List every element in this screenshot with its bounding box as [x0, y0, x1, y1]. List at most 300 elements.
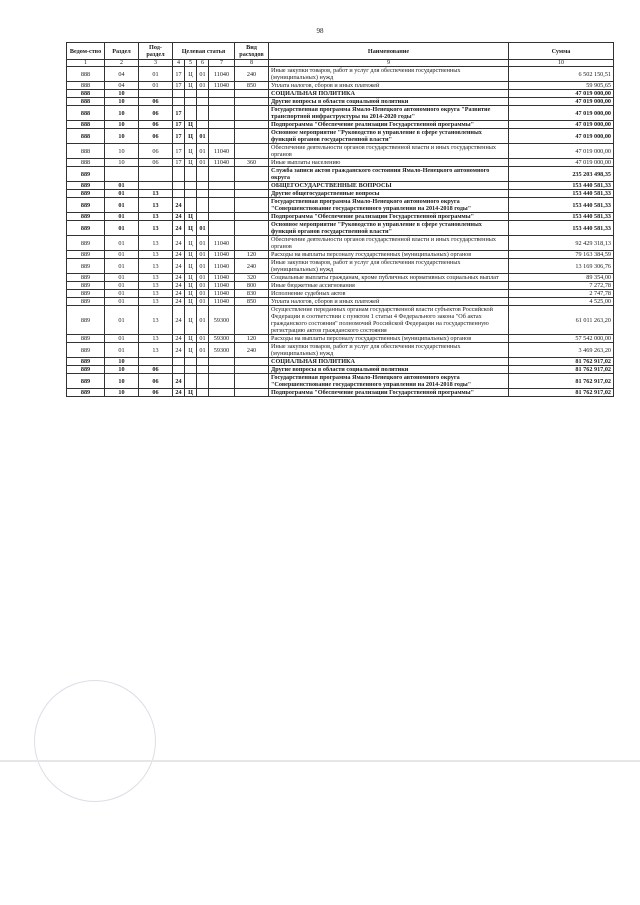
row-code	[235, 90, 269, 98]
row-code: 889	[67, 182, 105, 190]
row-name: Расходы на выплаты персоналу государственных (муниципальных) органов	[269, 251, 509, 259]
row-code: Ц	[185, 282, 197, 290]
table-row	[67, 298, 614, 306]
row-code: 01	[197, 236, 209, 251]
row-code: 889	[67, 290, 105, 298]
row-code: 889	[67, 213, 105, 221]
row-code: 11040	[209, 259, 235, 274]
row-code: 01	[197, 129, 209, 144]
row-code	[235, 374, 269, 389]
row-code: 06	[139, 366, 173, 374]
row-code: 01	[197, 290, 209, 298]
row-amount: 47 019 000,00	[509, 129, 614, 144]
row-code	[209, 366, 235, 374]
row-code	[173, 98, 185, 106]
row-code: 11040	[209, 290, 235, 298]
row-code: 13	[139, 290, 173, 298]
row-code: 11040	[209, 282, 235, 290]
row-amount: 92 429 318,13	[509, 236, 614, 251]
table-row	[67, 121, 614, 129]
row-code: 01	[197, 259, 209, 274]
row-code: 24	[173, 343, 185, 358]
page-number: 98	[316, 27, 324, 35]
row-code: 13	[139, 236, 173, 251]
row-code: 01	[105, 343, 139, 358]
row-name: Основное мероприятие "Руководство и управление в сфере установленных функций органов государственной власти"	[269, 129, 509, 144]
row-code: 13	[139, 221, 173, 236]
row-code: 24	[173, 298, 185, 306]
row-code	[185, 182, 197, 190]
col-num: 4	[173, 60, 185, 67]
page-edge	[0, 760, 640, 762]
row-code: 11040	[209, 236, 235, 251]
row-code: 120	[235, 251, 269, 259]
row-code: 889	[67, 389, 105, 397]
row-code: 06	[139, 389, 173, 397]
col-num: 6	[197, 60, 209, 67]
row-name: Подпрограмма "Обеспечение реализации Государственной программы"	[269, 389, 509, 397]
row-code: 10	[105, 144, 139, 159]
row-name: Иные выплаты населению	[269, 159, 509, 167]
row-code	[139, 90, 173, 98]
row-code	[235, 236, 269, 251]
table-row	[67, 236, 614, 251]
row-code: 11040	[209, 159, 235, 167]
row-code: 13	[139, 282, 173, 290]
row-name: Иные закупки товаров, работ и услуг для обеспечения государственных (муниципальных) нужд	[269, 343, 509, 358]
row-code: 01	[105, 213, 139, 221]
row-code	[173, 90, 185, 98]
row-code	[173, 366, 185, 374]
row-code: 59300	[209, 335, 235, 343]
row-amount: 13 169 306,76	[509, 259, 614, 274]
row-amount: 81 762 917,02	[509, 374, 614, 389]
row-amount: 153 440 581,33	[509, 182, 614, 190]
row-code: 01	[197, 274, 209, 282]
row-code: 24	[173, 213, 185, 221]
row-name: Иные бюджетные ассигнования	[269, 282, 509, 290]
row-code: 240	[235, 259, 269, 274]
row-name: Подпрограмма "Обеспечение реализации Государственной программы"	[269, 121, 509, 129]
seal-stamp	[34, 680, 156, 802]
table-row	[67, 306, 614, 335]
table-row	[67, 190, 614, 198]
row-code: 01	[197, 306, 209, 335]
row-code	[235, 121, 269, 129]
table-row	[67, 274, 614, 282]
row-code: 889	[67, 335, 105, 343]
row-amount: 235 203 498,35	[509, 167, 614, 182]
row-code	[209, 106, 235, 121]
col-num: 10	[509, 60, 614, 67]
col-num: 1	[67, 60, 105, 67]
row-code	[197, 167, 209, 182]
table-row	[67, 144, 614, 159]
row-code	[173, 358, 185, 366]
row-amount: 4 525,00	[509, 298, 614, 306]
row-amount: 81 762 917,02	[509, 366, 614, 374]
row-code: 01	[197, 221, 209, 236]
table-row	[67, 374, 614, 389]
row-code: Ц	[185, 259, 197, 274]
row-name: СОЦИАЛЬНАЯ ПОЛИТИКА	[269, 358, 509, 366]
row-code: 11040	[209, 144, 235, 159]
row-amount: 61 011 263,20	[509, 306, 614, 335]
row-code	[209, 129, 235, 144]
row-code: 06	[139, 106, 173, 121]
row-amount: 3 469 263,20	[509, 343, 614, 358]
row-code: 06	[139, 121, 173, 129]
row-code	[209, 90, 235, 98]
row-code: 888	[67, 106, 105, 121]
row-code	[235, 213, 269, 221]
table-row	[67, 182, 614, 190]
column-number-row	[67, 60, 614, 67]
row-code: Ц	[185, 298, 197, 306]
row-code: Ц	[185, 82, 197, 90]
header-name: Наименование	[269, 43, 509, 60]
row-code: Ц	[185, 389, 197, 397]
row-code: 24	[173, 389, 185, 397]
table-row	[67, 259, 614, 274]
row-name: Другие вопросы в области социальной политики	[269, 366, 509, 374]
row-code: 01	[197, 282, 209, 290]
row-code: 17	[173, 144, 185, 159]
row-code: Ц	[185, 343, 197, 358]
row-code: 888	[67, 121, 105, 129]
row-code: 01	[105, 198, 139, 213]
col-num: 7	[209, 60, 235, 67]
row-code	[185, 98, 197, 106]
table-row	[67, 358, 614, 366]
row-code: Ц	[185, 67, 197, 82]
header-expense-type: Вид расходов	[235, 43, 269, 60]
table-row	[67, 159, 614, 167]
row-name: Иные закупки товаров, работ и услуг для обеспечения государственных (муниципальных) нужд	[269, 67, 509, 82]
row-code: 13	[139, 335, 173, 343]
table-row	[67, 90, 614, 98]
row-code: 01	[197, 159, 209, 167]
row-code	[197, 374, 209, 389]
row-code: 11040	[209, 82, 235, 90]
row-amount: 79 163 384,59	[509, 251, 614, 259]
row-code	[209, 221, 235, 236]
row-code: 01	[105, 282, 139, 290]
row-code	[197, 389, 209, 397]
row-code	[235, 366, 269, 374]
row-code	[209, 358, 235, 366]
row-amount: 47 019 000,00	[509, 106, 614, 121]
row-code: 13	[139, 213, 173, 221]
row-name: ОБЩЕГОСУДАРСТВЕННЫЕ ВОПРОСЫ	[269, 182, 509, 190]
row-code: 889	[67, 306, 105, 335]
row-code: 10	[105, 121, 139, 129]
row-code: 24	[173, 306, 185, 335]
row-amount: 89 354,00	[509, 274, 614, 282]
row-code: 17	[173, 106, 185, 121]
row-code: 01	[139, 67, 173, 82]
row-amount: 47 019 000,00	[509, 90, 614, 98]
budget-rows	[67, 67, 614, 397]
row-code	[235, 144, 269, 159]
row-code	[105, 167, 139, 182]
row-code	[139, 358, 173, 366]
row-code: 04	[105, 82, 139, 90]
table-row	[67, 198, 614, 213]
row-code: 17	[173, 129, 185, 144]
row-code: 17	[173, 67, 185, 82]
row-code: 01	[197, 82, 209, 90]
row-code: Ц	[185, 274, 197, 282]
row-code: 360	[235, 159, 269, 167]
row-code	[209, 213, 235, 221]
row-code: 01	[197, 343, 209, 358]
row-code	[209, 182, 235, 190]
row-code: 17	[173, 82, 185, 90]
row-code: 889	[67, 366, 105, 374]
row-code: 01	[139, 82, 173, 90]
row-amount: 47 019 000,00	[509, 144, 614, 159]
row-code: 10	[105, 358, 139, 366]
row-code	[209, 389, 235, 397]
row-code	[209, 198, 235, 213]
row-code: 240	[235, 343, 269, 358]
row-name: Обеспечение деятельности органов государственной власти и иных государственных органов	[269, 236, 509, 251]
row-code: 240	[235, 67, 269, 82]
budget-table	[66, 42, 614, 397]
row-code: 889	[67, 274, 105, 282]
header-target: Целевая статья	[173, 43, 235, 60]
row-code: 13	[139, 343, 173, 358]
row-code	[185, 198, 197, 213]
row-code: 13	[139, 259, 173, 274]
row-code: Ц	[185, 213, 197, 221]
row-code: 01	[105, 251, 139, 259]
header-dept: Ведом-ство	[67, 43, 105, 60]
row-code: 10	[105, 98, 139, 106]
row-code: 01	[105, 190, 139, 198]
row-code	[197, 90, 209, 98]
row-code: 06	[139, 374, 173, 389]
table-row	[67, 290, 614, 298]
row-amount: 57 542 000,00	[509, 335, 614, 343]
row-code: 01	[197, 298, 209, 306]
row-code: 13	[139, 190, 173, 198]
row-code: 320	[235, 274, 269, 282]
row-code: 06	[139, 144, 173, 159]
row-code	[209, 121, 235, 129]
row-code: Ц	[185, 290, 197, 298]
row-name: Государственная программа Ямало-Ненецкого автономного округа "Развитие транспортной инфраструктуры на 2014-2020 годы"	[269, 106, 509, 121]
header-amount: Сумма	[509, 43, 614, 60]
row-name: Государственная программа Ямало-Ненецкого автономного округа "Совершенствование государственного управления на 2014-2018 годы"	[269, 198, 509, 213]
row-code: 11040	[209, 67, 235, 82]
row-amount: 47 019 000,00	[509, 159, 614, 167]
row-name: Другие общегосударственные вопросы	[269, 190, 509, 198]
row-code	[197, 358, 209, 366]
row-amount: 6 502 150,51	[509, 67, 614, 82]
row-code: 10	[105, 106, 139, 121]
row-code: 889	[67, 374, 105, 389]
col-num: 5	[185, 60, 197, 67]
row-code	[235, 167, 269, 182]
row-code: 888	[67, 90, 105, 98]
table-row	[67, 98, 614, 106]
header-subsection: Под-раздел	[139, 43, 173, 60]
row-code: 24	[173, 221, 185, 236]
col-num: 3	[139, 60, 173, 67]
row-code: 13	[139, 306, 173, 335]
row-name: Уплата налогов, сборов и иных платежей	[269, 82, 509, 90]
row-code: 17	[173, 121, 185, 129]
row-code	[197, 106, 209, 121]
row-amount: 81 762 917,02	[509, 389, 614, 397]
row-code: 800	[235, 282, 269, 290]
row-code: 889	[67, 236, 105, 251]
row-code: 850	[235, 298, 269, 306]
table-row	[67, 82, 614, 90]
row-amount: 47 019 000,00	[509, 98, 614, 106]
row-code	[235, 190, 269, 198]
row-name: Подпрограмма "Обеспечение реализации Государственной программы"	[269, 213, 509, 221]
row-code: 10	[105, 366, 139, 374]
row-code	[173, 182, 185, 190]
row-code	[173, 190, 185, 198]
row-code: 889	[67, 221, 105, 236]
row-code	[235, 129, 269, 144]
row-code	[185, 90, 197, 98]
row-code: 11040	[209, 274, 235, 282]
row-code: 888	[67, 144, 105, 159]
row-code: 59300	[209, 306, 235, 335]
row-code	[197, 190, 209, 198]
row-code: 06	[139, 159, 173, 167]
table-row	[67, 129, 614, 144]
row-code: Ц	[185, 121, 197, 129]
row-name: Другие вопросы в области социальной политики	[269, 98, 509, 106]
row-amount: 59 905,65	[509, 82, 614, 90]
table-row	[67, 343, 614, 358]
row-code: 10	[105, 159, 139, 167]
row-code: 01	[197, 335, 209, 343]
row-code: 01	[105, 290, 139, 298]
row-amount: 153 440 581,33	[509, 198, 614, 213]
row-code: 01	[105, 221, 139, 236]
table-row	[67, 67, 614, 82]
row-code: 889	[67, 198, 105, 213]
row-code: 24	[173, 335, 185, 343]
row-code: 01	[105, 182, 139, 190]
row-code	[209, 167, 235, 182]
row-name: СОЦИАЛЬНАЯ ПОЛИТИКА	[269, 90, 509, 98]
row-amount: 47 019 000,00	[509, 121, 614, 129]
row-code: 01	[105, 274, 139, 282]
row-amount: 153 440 581,33	[509, 190, 614, 198]
row-code	[185, 167, 197, 182]
row-code: 24	[173, 282, 185, 290]
row-code	[139, 167, 173, 182]
table-row	[67, 106, 614, 121]
row-code: 24	[173, 274, 185, 282]
row-code	[197, 98, 209, 106]
row-amount: 153 440 581,33	[509, 221, 614, 236]
row-code: Ц	[185, 236, 197, 251]
row-code	[197, 182, 209, 190]
row-code	[235, 198, 269, 213]
table-row	[67, 366, 614, 374]
table-row	[67, 221, 614, 236]
row-code: 13	[139, 251, 173, 259]
row-code: 11040	[209, 251, 235, 259]
row-code: 01	[105, 306, 139, 335]
row-name: Основное мероприятие "Руководство и управление в сфере установленных функций органов государственной власти"	[269, 221, 509, 236]
row-code: 888	[67, 98, 105, 106]
header-row	[67, 43, 614, 60]
col-num: 8	[235, 60, 269, 67]
budget-sheet	[66, 42, 613, 397]
row-code: 01	[105, 259, 139, 274]
row-code: 24	[173, 259, 185, 274]
row-code: 850	[235, 82, 269, 90]
row-code: 13	[139, 198, 173, 213]
row-code: 889	[67, 259, 105, 274]
row-name: Социальные выплаты гражданам, кроме публичных нормативных социальных выплат	[269, 274, 509, 282]
row-amount: 7 272,78	[509, 282, 614, 290]
table-row	[67, 213, 614, 221]
row-amount: 153 440 581,33	[509, 213, 614, 221]
row-code	[185, 366, 197, 374]
row-code: 889	[67, 298, 105, 306]
row-amount: 2 747,78	[509, 290, 614, 298]
row-code: 24	[173, 290, 185, 298]
row-code: 06	[139, 129, 173, 144]
row-code	[209, 374, 235, 389]
table-row	[67, 167, 614, 182]
row-code: 24	[173, 374, 185, 389]
row-code	[235, 106, 269, 121]
row-code	[197, 121, 209, 129]
row-code: 01	[197, 251, 209, 259]
row-code: 24	[173, 198, 185, 213]
row-name: Иные закупки товаров, работ и услуг для обеспечения государственных (муниципальных) нужд	[269, 259, 509, 274]
row-name: Уплата налогов, сборов и иных платежей	[269, 298, 509, 306]
row-code: 01	[197, 144, 209, 159]
row-code	[139, 182, 173, 190]
row-code	[209, 98, 235, 106]
row-code: 06	[139, 98, 173, 106]
table-row	[67, 389, 614, 397]
row-code: 11040	[209, 298, 235, 306]
row-code: 889	[67, 190, 105, 198]
row-code: 01	[105, 335, 139, 343]
row-code: Ц	[185, 251, 197, 259]
row-name: Осуществление переданных органам государственной власти субъектов Российской Федерации в соответствии с пунктом 1 статьи 4 Федерального закона "Об актах гражданского состояния" полномочий Российской Федерации на государственную регистрацию актов гражданского состояния	[269, 306, 509, 335]
row-code	[235, 182, 269, 190]
row-code: 10	[105, 389, 139, 397]
row-code	[235, 389, 269, 397]
row-code	[209, 190, 235, 198]
row-code: 889	[67, 282, 105, 290]
col-num: 9	[269, 60, 509, 67]
row-code: 01	[105, 236, 139, 251]
row-code: 24	[173, 236, 185, 251]
row-code: 17	[173, 159, 185, 167]
row-code: 888	[67, 82, 105, 90]
row-code: 889	[67, 167, 105, 182]
row-code: Ц	[185, 159, 197, 167]
row-code	[235, 306, 269, 335]
row-code: Ц	[185, 306, 197, 335]
